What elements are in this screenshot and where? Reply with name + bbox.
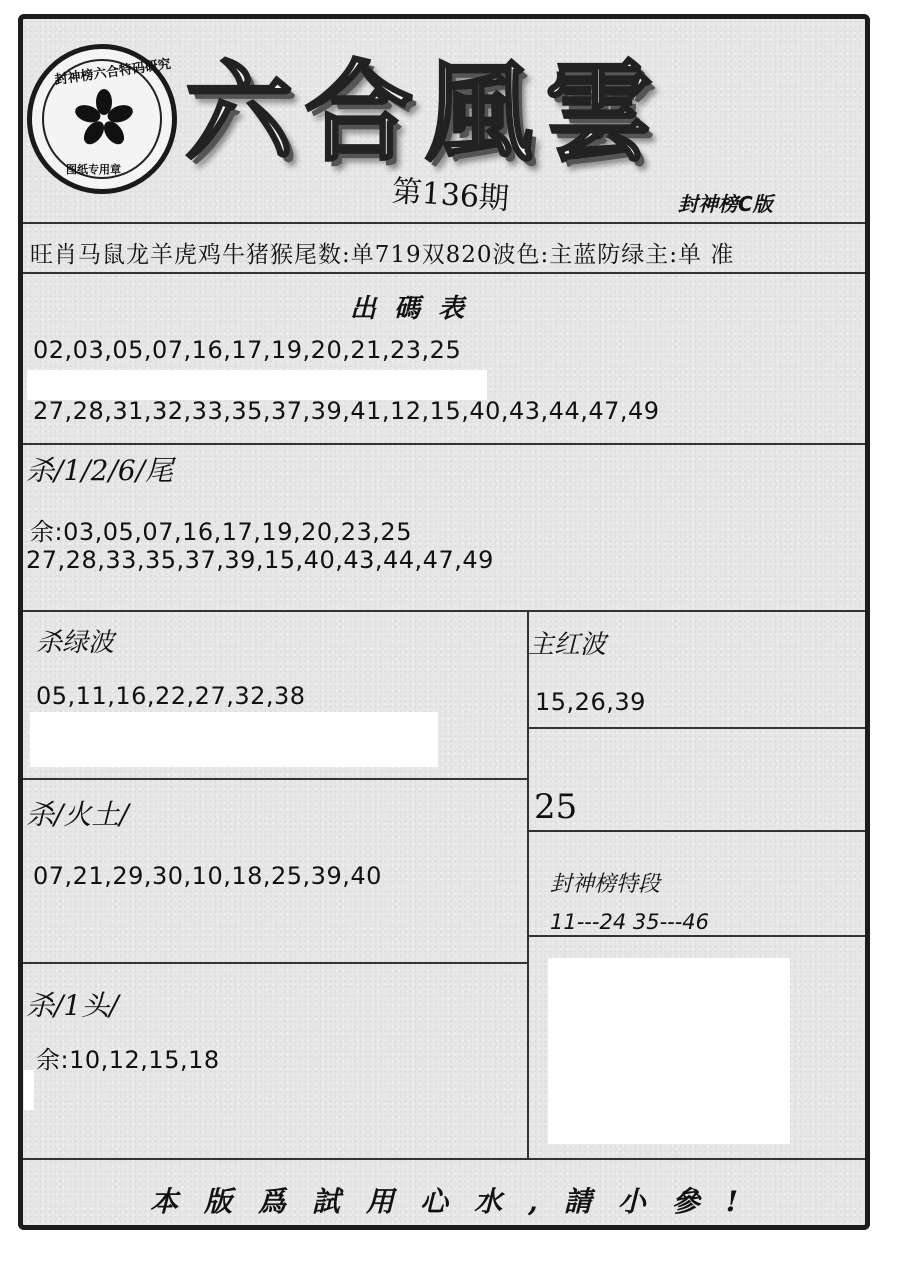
issue-number: 第136期 xyxy=(390,173,511,218)
edition-label: 封神榜C版 xyxy=(678,192,773,216)
main-red-numbers: 15,26,39 xyxy=(535,688,646,716)
blank-patch xyxy=(548,958,790,1144)
kill-tail-rest-1: 余:03,05,07,16,17,19,20,23,25 xyxy=(30,518,412,546)
blank-patch xyxy=(30,712,438,767)
divider xyxy=(23,962,528,964)
kill-fire-earth-numbers: 07,21,29,30,10,18,25,39,40 xyxy=(33,862,382,890)
divider xyxy=(23,222,865,224)
page-title: 六合風雲 xyxy=(185,50,666,176)
kill-fire-earth-label: 杀/火土/ xyxy=(26,798,129,831)
seal-stamp xyxy=(27,44,177,194)
kill-head-label: 杀/1头/ xyxy=(26,989,119,1022)
single-number: 25 xyxy=(534,787,578,827)
divider xyxy=(528,727,865,729)
divider xyxy=(23,610,865,612)
divider xyxy=(528,935,865,937)
kill-head-rest: 余:10,12,15,18 xyxy=(36,1046,220,1074)
divider xyxy=(23,778,528,780)
blank-patch xyxy=(24,1070,34,1110)
blank-patch xyxy=(27,370,487,400)
divider xyxy=(527,612,529,1158)
code-line-2: 27,28,31,32,33,35,37,39,41,12,15,40,43,44,47,49 xyxy=(33,397,660,425)
seal-bottom-text: 图纸专用章 xyxy=(66,163,121,176)
kill-green-label: 杀绿波 xyxy=(36,628,115,658)
kill-tail-rest-2: 27,28,33,35,37,39,15,40,43,44,47,49 xyxy=(26,546,494,574)
special-segment-value: 11---24 35---46 xyxy=(550,910,710,934)
code-line-1: 02,03,05,07,16,17,19,20,21,23,25 xyxy=(33,336,462,364)
seal-top-text: 封神榜六合特码研究 xyxy=(53,56,172,89)
zodiac-summary: 旺肖马鼠龙羊虎鸡牛猪猴尾数:单719双820波色:主蓝防绿主:单 准 xyxy=(30,242,735,268)
kill-tail-label: 杀/1/2/6/尾 xyxy=(26,454,174,487)
divider xyxy=(528,830,865,832)
kill-green-numbers: 05,11,16,22,27,32,38 xyxy=(36,682,306,710)
bauhinia-flower-icon xyxy=(74,89,134,149)
divider xyxy=(23,272,865,274)
special-segment-label: 封神榜特段 xyxy=(550,872,661,897)
main-red-label: 主红波 xyxy=(528,630,607,660)
table-title: 出碼表 xyxy=(350,294,483,324)
divider xyxy=(23,1158,865,1160)
divider xyxy=(23,443,865,445)
footer-note: 本版爲試用心水,請小參! xyxy=(150,1185,765,1218)
